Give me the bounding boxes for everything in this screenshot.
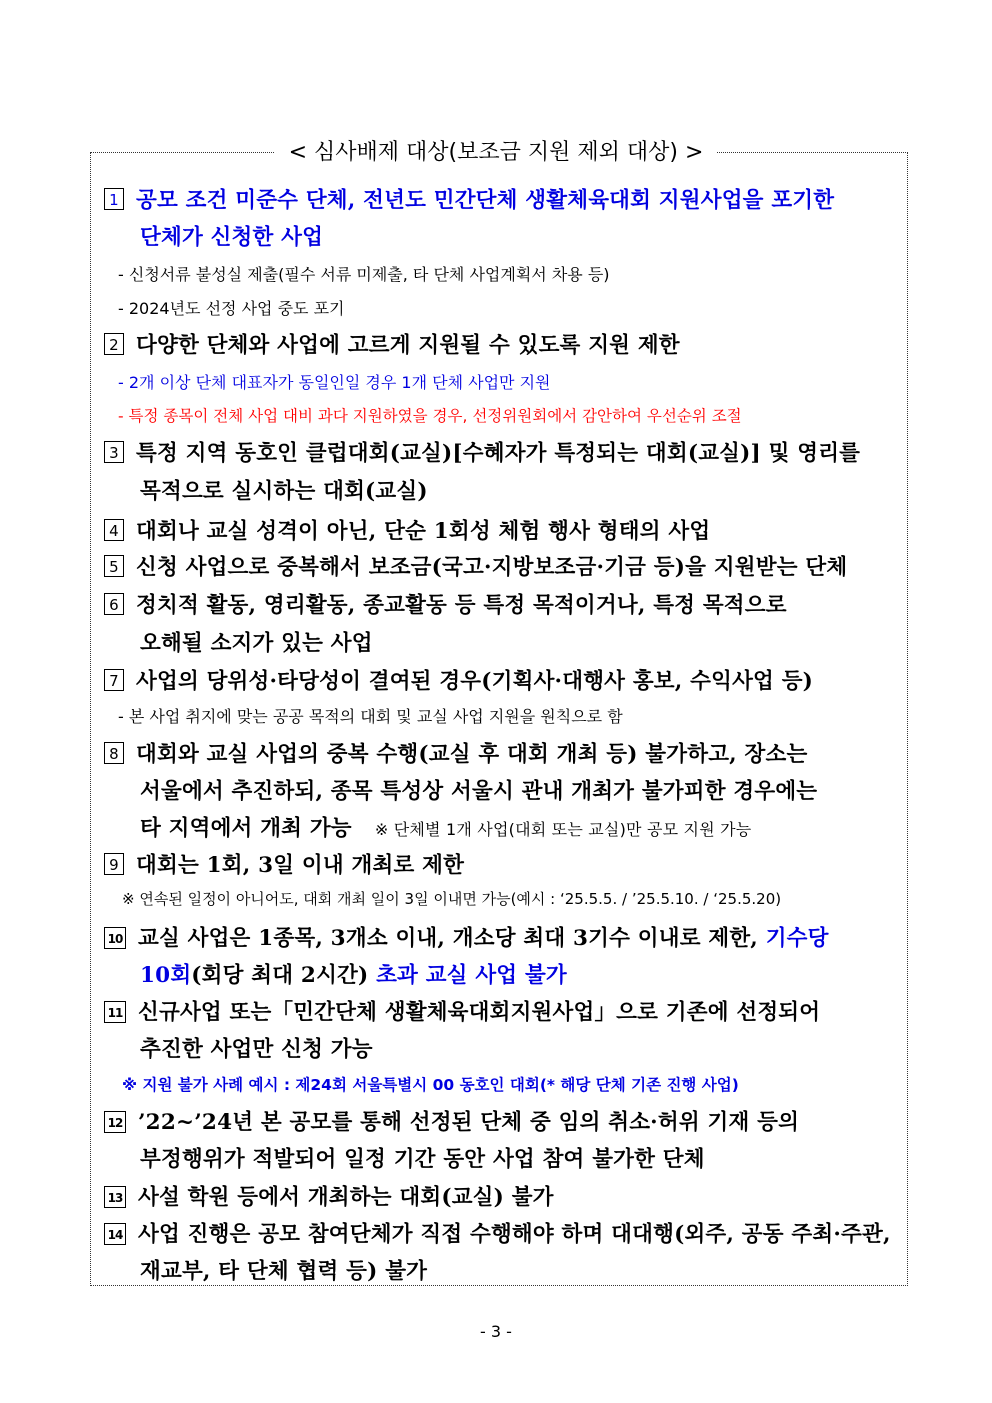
item-11-cont: 추진한 사업만 신청 가능	[140, 1037, 373, 1062]
item-10: 10 교실 사업은 1종목, 3개소 이내, 개소당 최대 3기수 이내로 제한, 기수당	[104, 921, 904, 952]
item-9-sub: ※ 연속된 일정이 아니어도, 대회 개최 일이 3일 이내면 가능(예시 : ‘25.5.5. / ’25.5.10. / ‘25.5.20)	[122, 890, 782, 908]
item-14: 14 사업 진행은 공모 참여단체가 직접 수행해야 하며 대대행(외주, 공동 주최·주관,	[104, 1217, 904, 1248]
item-1-sub-b: - 2024년도 선정 사업 중도 포기	[118, 299, 345, 318]
item-8-cont-b: 타 지역에서 개최 가능 ※ 단체별 1개 사업(대회 또는 교실)만 공모 지원 가능	[140, 816, 752, 841]
item-12: 12 ’22~’24년 본 공모를 통해 선정된 단체 중 임의 취소·허위 기재 등의	[104, 1105, 904, 1136]
item-11: 11 신규사업 또는「민간단체 생활체육대회지원사업」으로 기존에 선정되어	[104, 995, 904, 1026]
item-5: 5 신청 사업으로 중복해서 보조금(국고·지방보조금·기금 등)을 지원받는 단체	[104, 550, 904, 581]
page-title: < 심사배제 대상(보조금 지원 제외 대상) >	[0, 135, 992, 166]
item-1-cont: 단체가 신청한 사업	[140, 225, 324, 250]
item-4: 4 대회나 교실 성격이 아닌, 단순 1회성 체험 행사 형태의 사업	[104, 514, 904, 545]
item-1: 1 공모 조건 미준수 단체, 전년도 민간단체 생활체육대회 지원사업을 포기한	[104, 183, 904, 214]
item-14-cont: 재교부, 타 단체 협력 등) 불가	[140, 1259, 428, 1284]
item-2-sub-a: - 2개 이상 단체 대표자가 동일인일 경우 1개 단체 사업만 지원	[118, 373, 551, 392]
item-12-cont: 부정행위가 적발되어 일정 기간 동안 사업 참여 불가한 단체	[140, 1147, 705, 1172]
item-6-cont: 오해될 소지가 있는 사업	[140, 631, 373, 656]
item-3-cont: 목적으로 실시하는 대회(교실)	[140, 479, 428, 504]
item-3: 3 특정 지역 동호인 클럽대회(교실)[수혜자가 특정되는 대회(교실)] 및 영리를	[104, 436, 904, 467]
item-2: 2 다양한 단체와 사업에 고르게 지원될 수 있도록 지원 제한	[104, 328, 904, 359]
item-11-sub: ※ 지원 불가 사례 예시 : 제24회 서울특별시 00 동호인 대회(* 해당 단체 기존 진행 사업)	[122, 1076, 739, 1094]
item-2-sub-b: - 특정 종목이 전체 사업 대비 과다 지원하였을 경우, 선정위원회에서 감안하여 우선순위 조절	[118, 407, 742, 425]
item-1-sub-a: - 신청서류 불성실 제출(필수 서류 미제출, 타 단체 사업계획서 차용 등)	[118, 265, 610, 284]
item-7-sub: - 본 사업 취지에 맞는 공공 목적의 대회 및 교실 사업 지원을 원칙으로 함	[118, 707, 623, 726]
item-6: 6 정치적 활동, 영리활동, 종교활동 등 특정 목적이거나, 특정 목적으로	[104, 588, 904, 619]
item-10-cont: 10회(회당 최대 2시간) 초과 교실 사업 불가	[140, 963, 567, 988]
item-8: 8 대회와 교실 사업의 중복 수행(교실 후 대회 개최 등) 불가하고, 장소는	[104, 737, 904, 768]
item-7: 7 사업의 당위성·타당성이 결여된 경우(기획사·대행사 홍보, 수익사업 등)	[104, 664, 904, 695]
page-number: - 3 -	[480, 1322, 512, 1341]
item-8-cont-a: 서울에서 추진하되, 종목 특성상 서울시 관내 개최가 불가피한 경우에는	[140, 779, 818, 804]
item-13: 13 사설 학원 등에서 개최하는 대회(교실) 불가	[104, 1180, 904, 1211]
item-9: 9 대회는 1회, 3일 이내 개최로 제한	[104, 848, 904, 879]
